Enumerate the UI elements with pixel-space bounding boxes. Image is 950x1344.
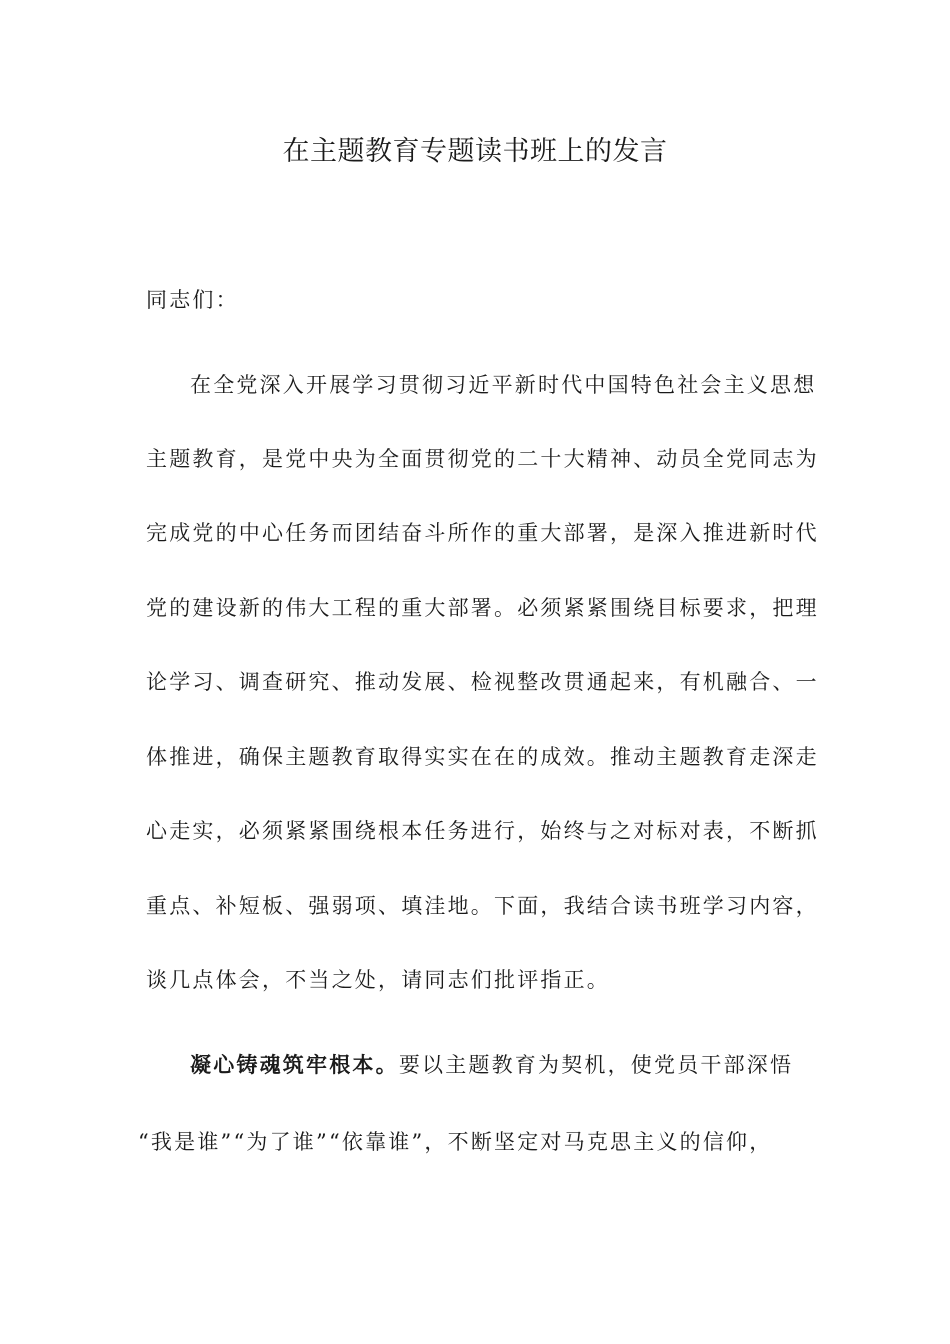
paragraph-line: 谈几点体会，不当之处，请同志们批评指正。: [146, 968, 610, 992]
paragraph-line: 体推进，确保主题教育取得实实在在的成效。推动主题教育走深走: [146, 745, 819, 769]
document-title: 在主题教育专题读书班上的发言: [282, 136, 668, 167]
paragraph-text: 要以主题教育为契机，使党员干部深悟: [398, 1053, 794, 1077]
salutation: 同志们：: [146, 288, 239, 312]
paragraph-line: 在全党深入开展学习贯彻习近平新时代中国特色社会主义思想: [190, 373, 817, 397]
paragraph-line: 主题教育，是党中央为全面贯彻党的二十大精神、动员全党同志为: [146, 447, 819, 471]
paragraph-line: 重点、补短板、强弱项、填洼地。下面，我结合读书班学习内容，: [146, 894, 819, 918]
paragraph-line: 完成党的中心任务而团结奋斗所作的重大部署，是深入推进新时代: [146, 521, 819, 545]
paragraph-line: 党的建设新的伟大工程的重大部署。必须紧紧围绕目标要求，把理: [146, 596, 819, 620]
paragraph-line: “我是谁”“为了谁”“依靠谁”，不断坚定对马克思主义的信仰，: [138, 1130, 773, 1154]
paragraph-line: [190, 1050, 810, 1080]
paragraph-line: 论学习、调查研究、推动发展、检视整改贯通起来，有机融合、一: [146, 670, 819, 694]
paragraph-line: 心走实，必须紧紧围绕根本任务进行，始终与之对标对表，不断抓: [146, 819, 819, 843]
section-heading: 凝心铸魂筑牢根本。: [190, 1053, 399, 1077]
